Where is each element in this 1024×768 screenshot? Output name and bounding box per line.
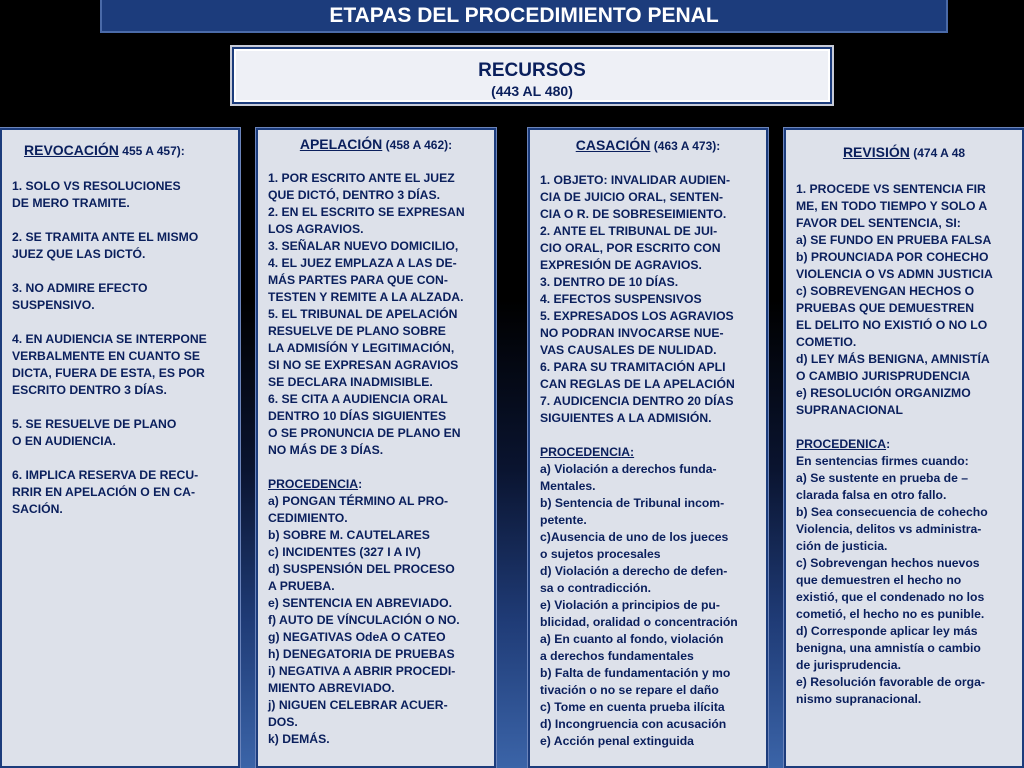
- text-line: CEDIMIENTO.: [268, 511, 348, 525]
- text-line: e) Violación a principios de pu-: [540, 598, 720, 612]
- text-line: Mentales.: [540, 479, 596, 493]
- text-line: 3. NO ADMIRE EFECTO: [12, 281, 148, 295]
- text-line: sa o contradicción.: [540, 581, 652, 595]
- text-line: A PRUEBA.: [268, 579, 335, 593]
- text-line: VERBALMENTE EN CUANTO SE: [12, 349, 201, 363]
- text-line: 6. SE CITA A AUDIENCIA ORAL: [268, 392, 448, 406]
- text-line: 2. SE TRAMITA ANTE EL MISMO: [12, 230, 199, 244]
- text-line: MIENTO ABREVIADO.: [268, 681, 395, 695]
- text-line: DICTA, FUERA DE ESTA, ES POR: [12, 366, 205, 380]
- text-line: PRUEBAS QUE DEMUESTREN: [796, 301, 975, 315]
- apelacion-procedencia-colon: :: [358, 477, 363, 491]
- revision-procedencia-list: [796, 453, 1022, 708]
- text-line: c)Ausencia de uno de los jueces: [540, 530, 729, 544]
- text-line: que demuestren el hecho no: [796, 573, 962, 587]
- text-line: 6. IMPLICA RESERVA DE RECU-: [12, 468, 199, 482]
- text-line: 4. EL JUEZ EMPLAZA A LAS DE-: [268, 256, 457, 270]
- text-line: j) NIGUEN CELEBRAR ACUER-: [268, 698, 448, 712]
- text-line: VIOLENCIA O VS ADMN JUSTICIA: [796, 267, 993, 281]
- casacion-heading: [540, 137, 766, 155]
- text-line: 1. PROCEDE VS SENTENCIA FIR: [796, 182, 986, 196]
- revision-procedencia-title: PROCEDENICA: [796, 437, 887, 451]
- text-line: CIA DE JUICIO ORAL, SENTEN-: [540, 190, 724, 204]
- text-line: LA ADMISÍÓN Y LEGITIMACIÓN,: [268, 341, 455, 355]
- text-line: VAS CAUSALES DE NULIDAD.: [540, 343, 717, 357]
- apelacion-title: APELACIÓN: [299, 136, 383, 152]
- text-line: EXPRESIÓN DE AGRAVIOS.: [540, 258, 702, 272]
- text-line: EL DELITO NO EXISTIÓ O NO LO: [796, 318, 988, 332]
- revocacion-range: 455 A 457):: [122, 144, 185, 158]
- text-line: d) LEY MÁS BENIGNA, AMNISTÍA: [796, 352, 990, 366]
- text-line: NO MÁS DE 3 DÍAS.: [268, 443, 384, 457]
- revision-title: REVISIÓN: [842, 144, 910, 160]
- text-line: k) DEMÁS.: [268, 732, 330, 746]
- text-line: c) INCIDENTES (327 I A IV): [268, 545, 421, 559]
- text-line: a) PONGAN TÉRMINO AL PRO-: [268, 494, 449, 508]
- text-line: tivación o no se repare el daño: [540, 683, 719, 697]
- text-line: O SE PRONUNCIA DE PLANO EN: [268, 426, 461, 440]
- blank-line: [796, 419, 1022, 436]
- text-line: cometió, el hecho no es punible.: [796, 607, 985, 621]
- text-line: O CAMBIO JURISPRUDENCIA: [796, 369, 971, 383]
- text-line: DE MERO TRAMITE.: [12, 196, 130, 210]
- text-line: 5. SE RESUELVE DE PLANO: [12, 417, 177, 431]
- text-line: b) Falta de fundamentación y mo: [540, 666, 731, 680]
- text-line: c) Sobrevengan hechos nuevos: [796, 556, 980, 570]
- text-line: b) Sea consecuencia de cohecho: [796, 505, 988, 519]
- casacion-title: CASACIÓN: [575, 137, 651, 153]
- text-line: COMETIO.: [796, 335, 857, 349]
- text-line: b) SOBRE M. CAUTELARES: [268, 528, 430, 542]
- revision-range: (474 A 48: [913, 146, 966, 160]
- recursos-title: RECURSOS: [478, 60, 586, 81]
- revocacion-title: REVOCACIÓN: [24, 142, 119, 158]
- blank-line: [12, 399, 238, 416]
- text-line: e) SENTENCIA EN ABREVIADO.: [268, 596, 452, 610]
- text-line: 4. EN AUDIENCIA SE INTERPONE: [12, 332, 207, 346]
- text-line: a derechos fundamentales: [540, 649, 694, 663]
- text-line: 2. EN EL ESCRITO SE EXPRESAN: [268, 205, 465, 219]
- text-line: 3. DENTRO DE 10 DÍAS.: [540, 275, 679, 289]
- text-line: TESTEN Y REMITE A LA ALZADA.: [268, 290, 464, 304]
- text-line: a) Se sustente en prueba de –: [796, 471, 969, 485]
- casacion-range: (463 A 473):: [653, 139, 721, 153]
- text-line: RESUELVE DE PLANO SOBRE: [268, 324, 446, 338]
- text-line: O EN AUDIENCIA.: [12, 434, 116, 448]
- revision-body: [796, 181, 1022, 436]
- text-line: 5. EXPRESADOS LOS AGRAVIOS: [540, 309, 734, 323]
- text-line: MÁS PARTES PARA QUE CON-: [268, 273, 448, 287]
- text-line: SIGUIENTES A LA ADMISIÓN.: [540, 411, 712, 425]
- text-line: 3. SEÑALAR NUEVO DOMICILIO,: [268, 239, 459, 253]
- text-line: RRIR EN APELACIÓN O EN CA-: [12, 485, 196, 499]
- casacion-procedencia-title: PROCEDENCIA:: [540, 445, 635, 459]
- text-line: c) Tome en cuenta prueba ilícita: [540, 700, 725, 714]
- text-line: DOS.: [268, 715, 298, 729]
- text-line: 2. ANTE EL TRIBUNAL DE JUI-: [540, 224, 718, 238]
- text-line: En sentencias firmes cuando:: [796, 454, 969, 468]
- text-line: benigna, una amnistía o cambio: [796, 641, 981, 655]
- revocacion-column: [0, 128, 240, 768]
- text-line: ción de justicia.: [796, 539, 888, 553]
- text-line: blicidad, oralidad o concentración: [540, 615, 738, 629]
- apelacion-procedencia-title: PROCEDENCIA: [268, 477, 359, 491]
- text-line: g) NEGATIVAS OdeA O CATEO: [268, 630, 446, 644]
- revocacion-body: [12, 178, 238, 518]
- text-line: DENTRO 10 DÍAS SIGUIENTES: [268, 409, 447, 423]
- text-line: SE DECLARA INADMISIBLE.: [268, 375, 433, 389]
- text-line: petente.: [540, 513, 587, 527]
- text-line: 1. SOLO VS RESOLUCIONES: [12, 179, 181, 193]
- text-line: CIA O R. DE SOBRESEIMIENTO.: [540, 207, 727, 221]
- revision-column: [784, 128, 1024, 768]
- text-line: 7. AUDICENCIA DENTRO 20 DÍAS: [540, 394, 734, 408]
- revision-heading: [796, 144, 1022, 162]
- blank-line: [540, 427, 766, 444]
- text-line: i) NEGATIVA A ABRIR PROCEDI-: [268, 664, 456, 678]
- blank-line: [12, 263, 238, 280]
- text-line: ESCRITO DENTRO 3 DÍAS.: [12, 383, 167, 397]
- apelacion-body: [268, 170, 494, 476]
- text-line: 4. EFECTOS SUSPENSIVOS: [540, 292, 702, 306]
- text-line: NO PODRAN INVOCARSE NUE-: [540, 326, 724, 340]
- blank-line: [268, 459, 494, 476]
- text-line: a) SE FUNDO EN PRUEBA FALSA: [796, 233, 992, 247]
- revocacion-heading: [12, 142, 238, 160]
- text-line: b) Sentencia de Tribunal incom-: [540, 496, 725, 510]
- apelacion-procedencia-heading: [268, 476, 494, 493]
- text-line: a) Violación a derechos funda-: [540, 462, 717, 476]
- text-line: o sujetos procesales: [540, 547, 661, 561]
- text-line: existió, que el condenado no los: [796, 590, 985, 604]
- text-line: e) RESOLUCIÓN ORGANIZMO: [796, 386, 971, 400]
- text-line: d) Incongruencia con acusación: [540, 717, 727, 731]
- text-line: QUE DICTÓ, DENTRO 3 DÍAS.: [268, 188, 440, 202]
- text-line: c) SOBREVENGAN HECHOS O: [796, 284, 975, 298]
- text-line: clarada falsa en otro fallo.: [796, 488, 947, 502]
- casacion-column: [528, 128, 768, 768]
- text-line: 6. PARA SU TRAMITACIÓN APLI: [540, 360, 726, 374]
- text-line: f) AUTO DE VÍNCULACIÓN O NO.: [268, 613, 460, 627]
- text-line: a) En cuanto al fondo, violación: [540, 632, 724, 646]
- apelacion-column: [256, 128, 496, 768]
- text-line: 1. OBJETO: INVALIDAR AUDIEN-: [540, 173, 731, 187]
- apelacion-range: (458 A 462):: [385, 138, 453, 152]
- text-line: de jurisprudencia.: [796, 658, 901, 672]
- text-line: nismo supranacional.: [796, 692, 922, 706]
- text-line: e) Resolución favorable de orga-: [796, 675, 985, 689]
- revision-procedencia-heading: [796, 436, 1022, 453]
- text-line: 5. EL TRIBUNAL DE APELACIÓN: [268, 307, 458, 321]
- slide-title: ETAPAS DEL PROCEDIMIENTO PENAL: [100, 0, 948, 33]
- text-line: 1. POR ESCRITO ANTE EL JUEZ: [268, 171, 455, 185]
- text-line: d) SUSPENSIÓN DEL PROCESO: [268, 562, 455, 576]
- apelacion-heading: [268, 136, 494, 154]
- recursos-box: [232, 47, 832, 104]
- text-line: CAN REGLAS DE LA APELACIÓN: [540, 377, 735, 391]
- text-line: e) Acción penal extinguida: [540, 734, 694, 748]
- blank-line: [12, 212, 238, 229]
- text-line: d) Violación a derecho de defen-: [540, 564, 728, 578]
- casacion-procedencia-heading: [540, 444, 766, 461]
- text-line: d) Corresponde aplicar ley más: [796, 624, 978, 638]
- text-line: b) PROUNCIADA POR COHECHO: [796, 250, 989, 264]
- recursos-range: (443 AL 480): [491, 83, 573, 99]
- text-line: SACIÓN.: [12, 502, 63, 516]
- casacion-body: [540, 172, 766, 444]
- text-line: CIO ORAL, POR ESCRITO CON: [540, 241, 721, 255]
- revision-procedencia-colon: :: [886, 437, 891, 451]
- apelacion-procedencia-list: [268, 493, 494, 748]
- casacion-procedencia-list: [540, 461, 766, 750]
- text-line: Violencia, delitos vs administra-: [796, 522, 982, 536]
- text-line: h) DENEGATORIA DE PRUEBAS: [268, 647, 455, 661]
- text-line: FAVOR DEL SENTENCIA, SI:: [796, 216, 961, 230]
- blank-line: [12, 450, 238, 467]
- blank-line: [12, 314, 238, 331]
- text-line: SI NO SE EXPRESAN AGRAVIOS: [268, 358, 459, 372]
- text-line: ME, EN TODO TIEMPO Y SOLO A: [796, 199, 988, 213]
- text-line: LOS AGRAVIOS.: [268, 222, 364, 236]
- text-line: SUPRANACIONAL: [796, 403, 903, 417]
- text-line: JUEZ QUE LAS DICTÓ.: [12, 247, 146, 261]
- text-line: SUSPENSIVO.: [12, 298, 95, 312]
